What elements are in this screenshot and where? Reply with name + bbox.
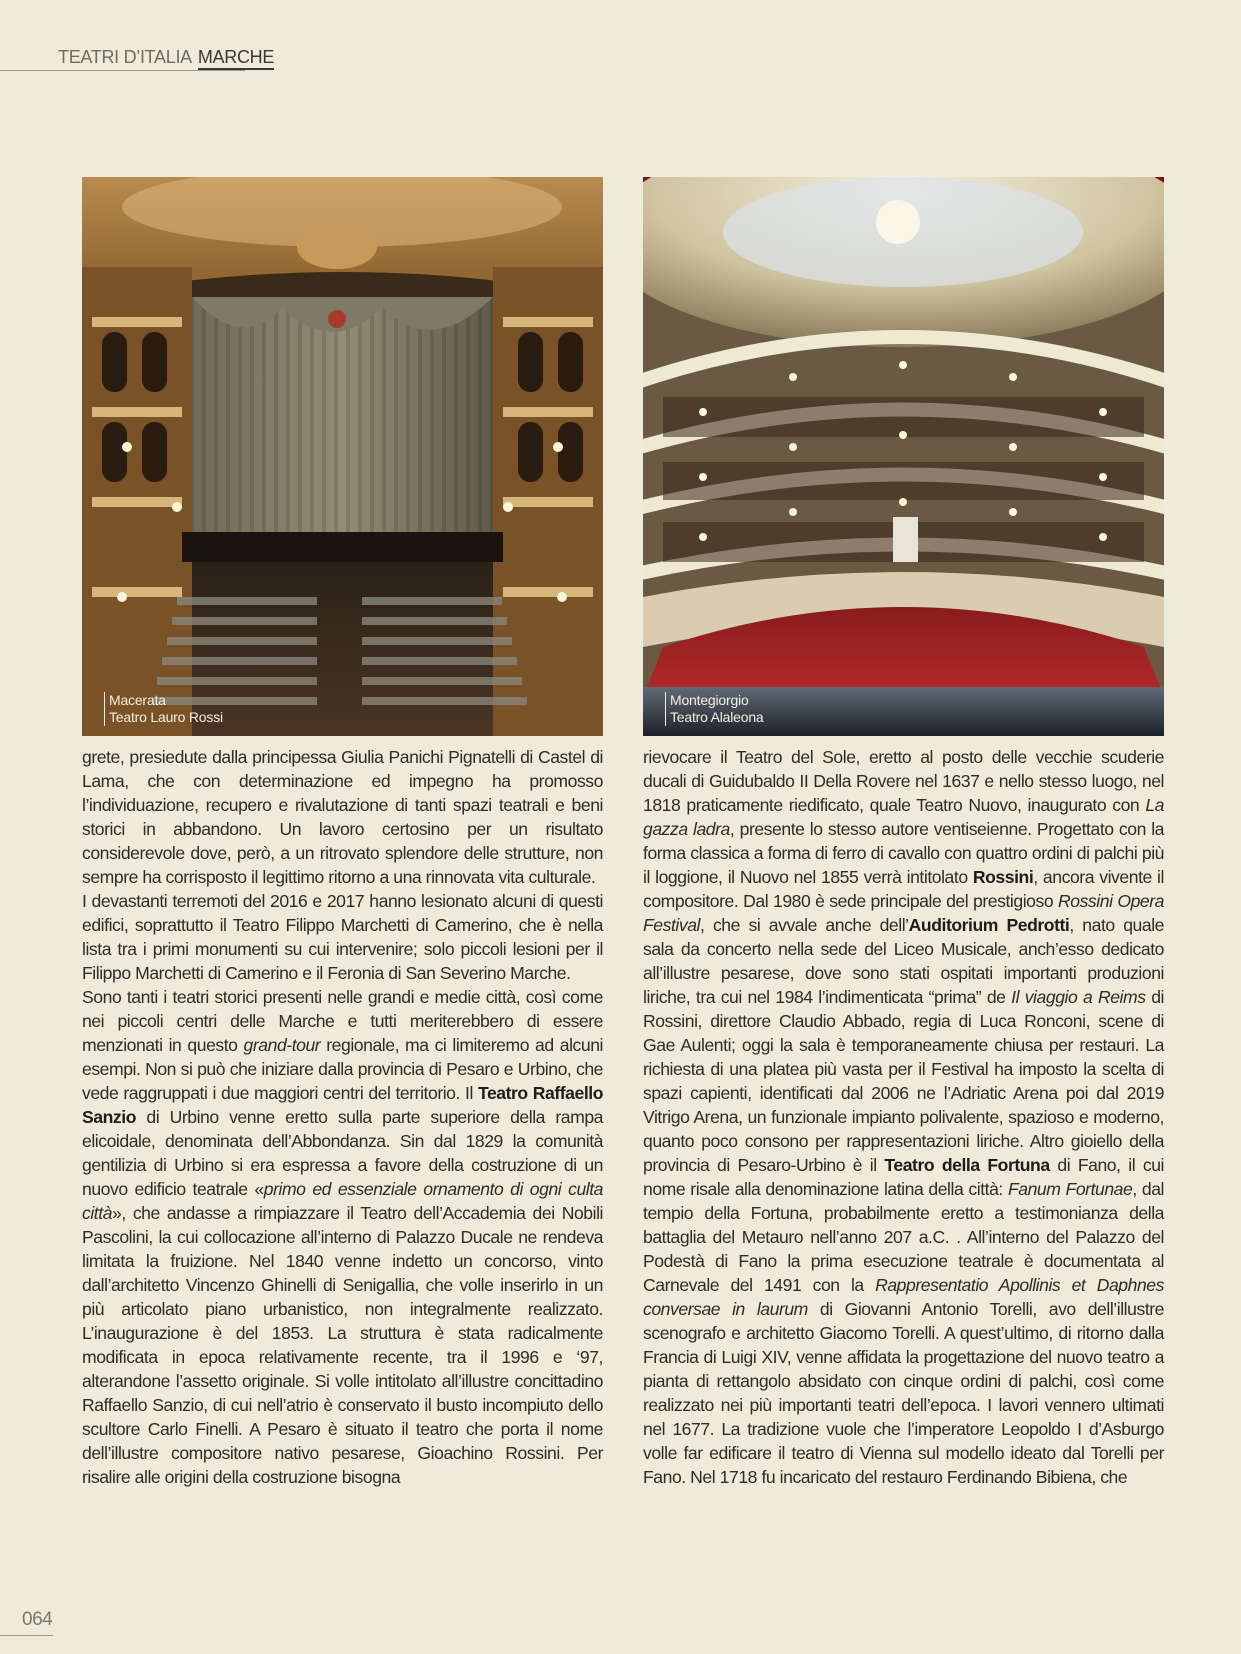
text-run: rievocare il Teatro del Sole, eretto al posto delle vecchie scuderie ducali di Guidubaldo II Della Rovere nel 1637 e nello stesso luogo, nel 1818 praticamente riedificato, quale Teatro Nuovo, inaugurato con: [643, 747, 1164, 815]
text-run: grete, presiedute dalla principessa Giulia Panichi Pignatelli di Castel di Lama, che con determinazione ed impegno ha promosso l’individuazione, recupero e rivalutazione di tanti spazi teatrali e beni storici in abbandono. Un lavoro certosino per un risultato considerevole dove, però, a un ritrovato splendore delle strutture, non sempre ha corrisposto il legittimo ritorno a una rinnovata vita culturale.: [82, 747, 603, 887]
bold-text: Auditorium Pedrotti: [908, 915, 1070, 935]
italic-text: Rossini Opera Festival: [643, 891, 1165, 935]
text-run: , dal tempio della Fortuna, probabilmente eretto a testimonianza della battaglia del Metauro nell’anno 207 a.C. . All’interno del Palazzo del Podestà di Fano la prima esecuzione teatrale è documentata al Carnevale del 1491 con la: [643, 1179, 1164, 1295]
photo-caption: [665, 692, 764, 726]
italic-text: Fanum Fortunae: [1007, 1179, 1133, 1199]
bold-text: Teatro della Fortuna: [884, 1155, 1050, 1175]
text-run: , presente lo stesso autore ventiseienne. Progettato con la forma classica a forma di ferro di cavallo con quattro ordini di palchi più il loggione, il Nuovo nel 1855 verrà intitolato: [643, 819, 1164, 887]
footer-rule: [0, 1635, 53, 1636]
running-header: [58, 47, 274, 68]
text-run: , che si avvale anche dell’: [700, 915, 909, 935]
paragraph: [82, 889, 603, 985]
text-column-left: [82, 745, 603, 1489]
text-run: , nato quale sala da concerto nella sede del Liceo Musicale, anch’esso dedicato all’illustre pesarese, dove sono stati ospitati importanti produzioni liriche, tra cui nel 1984 l’indimenticata “prima” de: [643, 915, 1165, 1007]
text-run: Sono tanti i teatri storici presenti nelle grandi e medie città, così come nei piccoli centri delle Marche e tutti meriterebbero di essere menzionati in questo: [82, 987, 603, 1055]
text-run: di Giovanni Antonio Torelli, avo dell’illustre scenografo e architetto Giacomo Torelli. A quest’ultimo, di ritorno dalla Francia di Luigi XIV, venne affidata la progettazione del nuovo teatro a pianta di rettangolo absidato con cinque ordini di palchi, così come realizzato nei più importanti teatri dell’epoca. I lavori vennero ultimati nel 1677. La tradizione vuole che l’imperatore Leopoldo I d’Asburgo volle far edificare il teatro di Vienna sul modello ideato dal Torelli per Fano. Nel 1718 fu incaricato del restauro Ferdinando Bibiena, che: [643, 1299, 1164, 1487]
caption-city: Macerata: [109, 692, 166, 708]
text-column-right: [643, 745, 1164, 1489]
theatre-illustration: [643, 177, 1164, 736]
text-run: I devastanti terremoti del 2016 e 2017 hanno lesionato alcuni di questi edifici, soprattutto il Teatro Filippo Marchetti di Camerino, che è nella lista tra i primi monumenti su cui intervenire; solo piccoli lesioni per il Filippo Marchetti di Camerino e il Feronia di San Severino Marche.: [82, 891, 603, 983]
italic-text: grand-tour: [243, 1035, 321, 1055]
italic-text: primo ed essenziale ornamento di ogni culta città: [82, 1179, 604, 1223]
text-run: regionale, ma ci limiteremo ad alcuni esempi. Non si può che iniziare dalla provincia di Pesaro e Urbino, che vede raggruppati i due maggiori centri del territorio. Il: [82, 1035, 603, 1103]
caption-city: Montegiorgio: [670, 692, 749, 708]
paragraph: [643, 745, 1164, 1489]
text-run: di Rossini, direttore Claudio Abbado, regia di Luca Ronconi, scene di Gae Aulenti; oggi la sala è temporaneamente chiusa per restauri. La richiesta di una platea più vasta per il Festival ha imposto la scelta di spazi capienti, identificati dal 2006 ne l’Adriatic Arena poi dal 2019 Vitrigo Arena, un funzionale impianto polivalente, spazioso e moderno, quanto poco consono per rappresentazioni liriche. Altro gioiello della provincia di Pesaro-Urbino è il: [643, 987, 1165, 1175]
header-series: TEATRI D’ITALIA: [58, 47, 192, 67]
photo-caption: [104, 692, 223, 726]
header-section: MARCHE: [198, 47, 274, 70]
bold-text: Rossini: [972, 867, 1034, 887]
text-run: di Fano, il cui nome risale alla denominazione latina della città:: [643, 1155, 1164, 1199]
page-number: 064: [22, 1609, 53, 1630]
italic-text: La gazza ladra: [643, 795, 1164, 839]
bold-text: Teatro Raffaello Sanzio: [82, 1083, 604, 1127]
caption-theatre: Teatro Alaleona: [670, 709, 764, 725]
text-run: », che andasse a rimpiazzare il Teatro dell’Accademia dei Nobili Pascolini, la cui collocazione all’interno di Palazzo Ducale ne rendeva limitata la fruizione. Nel 1840 venne indetto un concorso, vinto dall’architetto Vincenzo Ghinelli di Senigallia, che volle inserirlo in un più articolato piano urbanistico, non integralmente realizzato. L’inaugurazione è del 1853. La struttura è stata radicalmente modificata in epoca relativamente recente, tra il 1996 e ‘97, alterandone l’assetto originale. Si volle intitolato all’illustre concittadino Raffaello Sanzio, di cui nell’atrio è conservato il busto incompiuto dello scultore Carlo Finelli. A Pesaro è situato il teatro che porta il nome dell’illustre compositore nativo pesarese, Gioachino Rossini. Per risalire alle origini della costruzione bisogna: [82, 1203, 603, 1487]
caption-theatre: Teatro Lauro Rossi: [109, 709, 223, 725]
theatre-illustration: [82, 177, 603, 736]
photo-montegiorgio-theatre: [643, 177, 1164, 736]
header-rule: [0, 70, 245, 71]
paragraph: [82, 745, 603, 889]
italic-text: Il viaggio a Reims: [1011, 987, 1146, 1007]
photo-macerata-theatre: [82, 177, 603, 736]
text-run: di Urbino venne eretto sulla parte superiore della rampa elicoidale, denominata dell’Abbondanza. Sin dal 1829 la comunità gentilizia di Urbino si era espressa a favore della costruzione di un nuovo edificio teatrale «: [82, 1107, 603, 1199]
paragraph: [82, 985, 603, 1489]
text-run: , ancora vivente il compositore. Dal 1980 è sede principale del prestigioso: [643, 867, 1164, 911]
italic-text: Rappresentatio Apollinis et Daphnes conversae in laurum: [643, 1275, 1164, 1319]
